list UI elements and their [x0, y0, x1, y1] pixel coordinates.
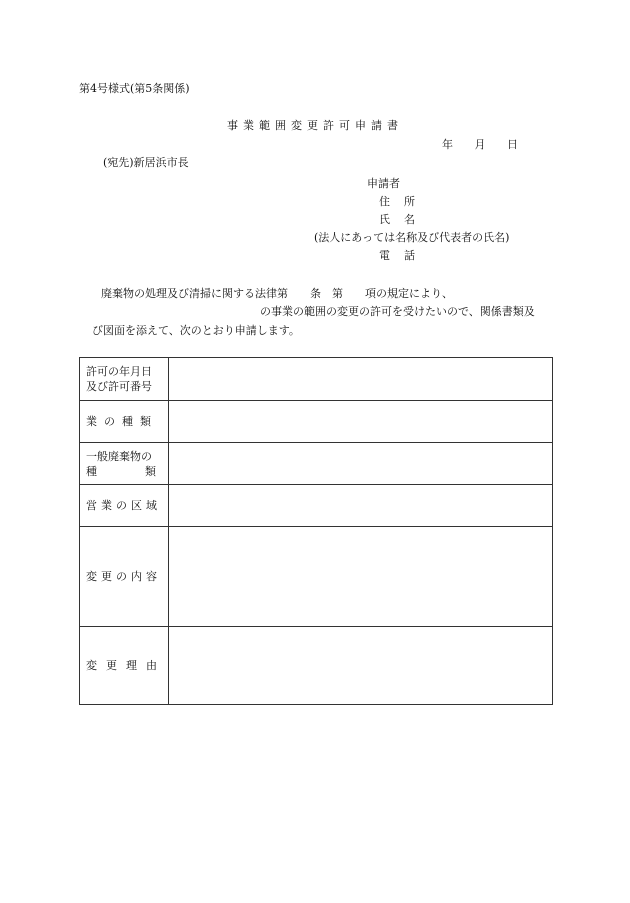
waste-type-label-line-2: 種類: [86, 464, 156, 478]
body-text-line-2: の事業の範囲の変更の許可を受けたいので、関係書類及: [260, 305, 535, 318]
permit-date-label: [80, 358, 169, 401]
business-type-field[interactable]: [169, 401, 553, 443]
phone-label: 電話: [379, 249, 429, 262]
table-row-waste-type: [80, 443, 553, 485]
body-text-line-3: び図面を添えて、次のとおり申請します。: [92, 324, 300, 337]
table-row-change-reason: [80, 627, 553, 705]
address-label: 住所: [379, 195, 429, 208]
table-row-permit-date: [80, 358, 553, 401]
name-label: 氏名: [379, 213, 429, 226]
waste-type-field[interactable]: [169, 443, 553, 485]
permit-date-field[interactable]: [169, 358, 553, 401]
document-title: 事業範囲変更許可申請書: [227, 119, 403, 132]
change-reason-label: 変更理由: [80, 627, 169, 705]
addressee: (宛先)新居浜市長: [103, 156, 189, 169]
body-text-line-1: 廃棄物の処理及び清掃に関する法律第 条 第 項の規定により、: [101, 287, 453, 300]
business-type-label: 業の種類: [80, 401, 169, 443]
table-row-change-content: [80, 527, 553, 627]
permit-date-label-line-1: 許可の年月日: [86, 365, 152, 378]
change-reason-field[interactable]: [169, 627, 553, 705]
waste-type-label: [80, 443, 169, 485]
waste-type-label-line-1: 一般廃棄物の: [86, 449, 152, 463]
form-number: 第4号様式(第5条関係): [79, 82, 190, 95]
change-content-field[interactable]: [169, 527, 553, 627]
table-row-business-type: [80, 401, 553, 443]
permit-date-label-line-2: 及び許可番号: [86, 380, 152, 393]
table-row-business-area: [80, 485, 553, 527]
applicant-heading: 申請者: [367, 177, 400, 190]
business-area-field[interactable]: [169, 485, 553, 527]
change-content-label: 変更の内容: [80, 527, 169, 627]
date-line: 年 月 日: [442, 138, 518, 151]
business-area-label: 営業の区域: [80, 485, 169, 527]
application-details-table: [79, 357, 553, 705]
corporation-note: (法人にあっては名称及び代表者の氏名): [314, 231, 510, 244]
